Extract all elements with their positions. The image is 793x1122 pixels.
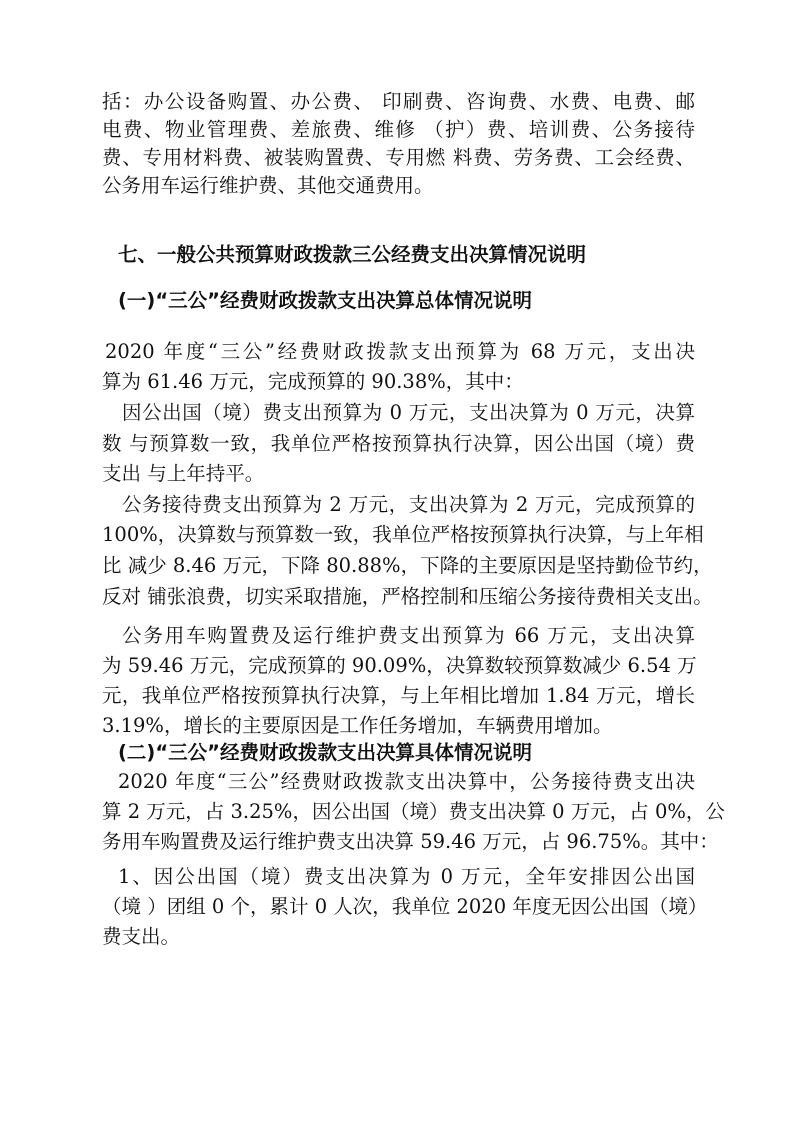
text-line: 2020 年度“三公”经费财政拨款支出决算中，公务接待费支出决 [118, 770, 695, 793]
text-line: 支出 与上年持平。 [102, 462, 265, 485]
text-line: 因公出国（境）费支出预算为 0 万元，支出决算为 0 万元，决算 [122, 401, 695, 424]
text-line: 反对 铺张浪费，切实采取措施，严格控制和压缩公务接待费相关支出。 [102, 585, 713, 608]
text-line: (一)“三公”经费财政拨款支出决算总体情况说明 [118, 289, 532, 312]
text-line: 数 与预算数一致，我单位严格按预算执行决算，因公出国（境）费 [102, 432, 695, 455]
text-line: 公务用车运行维护费、其他交通费用。 [102, 174, 434, 197]
text-line: 费、专用材料费、被装购置费、专用燃 料费、劳务费、工会经费、 [102, 146, 695, 169]
text-line: 公务接待费支出预算为 2 万元，支出决算为 2 万元，完成预算的 [122, 493, 695, 516]
text-line: 为 59.46 万元，完成预算的 90.09%，决算数较预算数减少 6.54 万 [102, 654, 697, 677]
text-line: 元，我单位严格按预算执行决算，与上年相比增加 1.84 万元，增长 [102, 684, 695, 707]
text-line: （境 ）团组 0 个，累计 0 人次，我单位 2020 年度无因公出国（境） [102, 895, 708, 918]
text-line: 务用车购置费及运行维护费支出决算 59.46 万元，占 96.75%。其中： [102, 830, 719, 853]
text-line: 100%，决算数与预算数一致，我单位严格按预算执行决算，与上年相 [102, 523, 704, 546]
text-line: 七、一般公共预算财政拨款三公经费支出决算情况说明 [118, 243, 587, 266]
text-line: 电费、物业管理费、差旅费、维修 （护）费、培训费、公务接待 [102, 118, 695, 141]
text-line: 费支出。 [102, 925, 181, 948]
text-line: (二)“三公”经费财政拨款支出决算具体情况说明 [118, 741, 532, 764]
text-line: 公务用车购置费及运行维护费支出预算为 66 万元，支出决算 [122, 624, 695, 647]
text-line: 括：办公设备购置、办公费、 印刷费、咨询费、水费、电费、邮 [102, 90, 695, 113]
text-line: 3.19%，增长的主要原因是工作任务增加，车辆费用增加。 [102, 714, 613, 737]
text-line: 算 2 万元，占 3.25%，因公出国（境）费支出决算 0 万元，占 0%，公 [102, 800, 725, 823]
text-line: 1、因公出国（境）费支出决算为 0 万元，全年安排因公出国 [118, 865, 695, 888]
text-line: 2020 年度“三公”经费财政拨款支出预算为 68 万元，支出决 [105, 340, 695, 363]
text-line: 比 减少 8.46 万元，下降 80.88%，下降的主要原因是坚持勤俭节约， [102, 554, 713, 577]
text-line: 算为 61.46 万元，完成预算的 90.38%，其中： [102, 370, 524, 393]
